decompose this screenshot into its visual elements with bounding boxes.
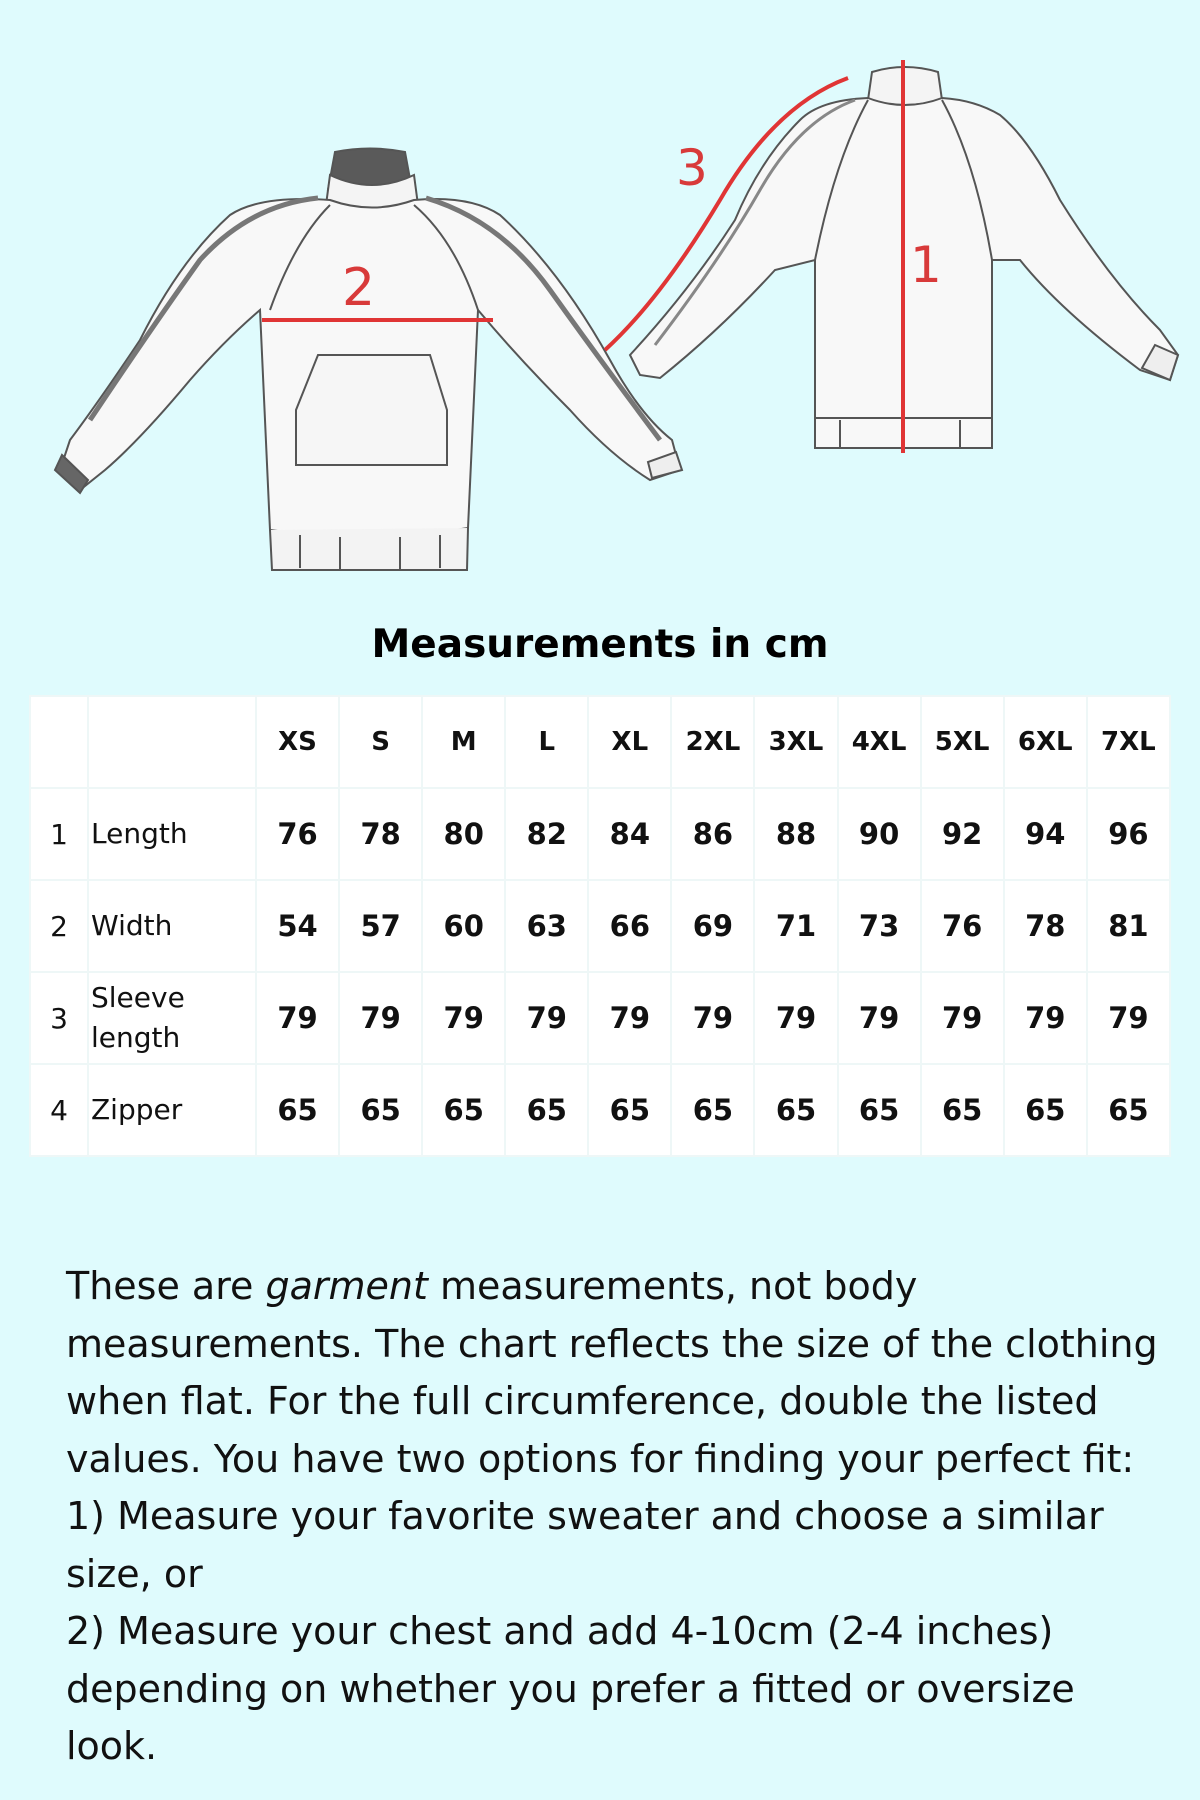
size-header: M <box>422 696 505 788</box>
note-option-2: 2) Measure your chest and add 4-10cm (2-4 inches) depending on whether you prefer a fitted or oversize look. <box>66 1609 1075 1768</box>
measurement-cell: 66 <box>588 880 671 972</box>
measurement-cell: 65 <box>422 1064 505 1156</box>
measurement-cell: 79 <box>422 972 505 1064</box>
measurement-cell: 79 <box>505 972 588 1064</box>
size-header: L <box>505 696 588 788</box>
measurement-cell: 76 <box>921 880 1004 972</box>
measurement-cell: 79 <box>754 972 837 1064</box>
measurement-cell: 92 <box>921 788 1004 880</box>
header-num-cell <box>30 696 88 788</box>
measurement-cell: 63 <box>505 880 588 972</box>
measurement-cell: 65 <box>671 1064 754 1156</box>
measurement-cell: 65 <box>588 1064 671 1156</box>
measurement-cell: 79 <box>1087 972 1170 1064</box>
measurement-cell: 79 <box>339 972 422 1064</box>
row-label: Zipper <box>88 1064 256 1156</box>
header-label-cell <box>88 696 256 788</box>
measurement-cell: 84 <box>588 788 671 880</box>
measurement-cell: 79 <box>921 972 1004 1064</box>
measurement-cell: 57 <box>339 880 422 972</box>
size-header: S <box>339 696 422 788</box>
measurement-cell: 88 <box>754 788 837 880</box>
measurement-cell: 60 <box>422 880 505 972</box>
row-number: 2 <box>30 880 88 972</box>
row-number: 1 <box>30 788 88 880</box>
measurement-cell: 76 <box>256 788 339 880</box>
size-header: 6XL <box>1004 696 1087 788</box>
row-label: Width <box>88 880 256 972</box>
row-label: Sleeve length <box>88 972 256 1064</box>
size-header: XL <box>588 696 671 788</box>
table-title: Measurements in cm <box>371 622 829 667</box>
front-sweater-drawing <box>55 149 682 571</box>
measurement-cell: 54 <box>256 880 339 972</box>
measurement-cell: 94 <box>1004 788 1087 880</box>
table-header-row <box>30 696 1170 788</box>
note-text: These are <box>66 1264 266 1308</box>
measurement-cell: 96 <box>1087 788 1170 880</box>
measurement-cell: 79 <box>1004 972 1087 1064</box>
length-measure-label: 1 <box>910 236 942 294</box>
note-paragraph <box>66 1258 1176 1488</box>
fit-note <box>66 1258 1176 1776</box>
measurement-cell: 78 <box>339 788 422 880</box>
measurement-cell: 65 <box>1004 1064 1087 1156</box>
measurement-cell: 78 <box>1004 880 1087 972</box>
measurement-cell: 79 <box>671 972 754 1064</box>
measurement-cell: 65 <box>921 1064 1004 1156</box>
measurement-cell: 65 <box>256 1064 339 1156</box>
measurement-cell: 65 <box>1087 1064 1170 1156</box>
measurement-cell: 79 <box>838 972 921 1064</box>
size-header: 2XL <box>671 696 754 788</box>
row-number: 3 <box>30 972 88 1064</box>
measurement-cell: 79 <box>256 972 339 1064</box>
measurement-cell: 81 <box>1087 880 1170 972</box>
size-header: 3XL <box>754 696 837 788</box>
size-table <box>29 695 1171 1157</box>
measurement-cell: 65 <box>838 1064 921 1156</box>
measurement-cell: 86 <box>671 788 754 880</box>
size-header: 4XL <box>838 696 921 788</box>
size-header: XS <box>256 696 339 788</box>
table-row <box>30 972 1170 1064</box>
measurement-cell: 82 <box>505 788 588 880</box>
width-measure-label: 2 <box>342 258 376 318</box>
note-emphasis: garment <box>265 1264 428 1308</box>
measurement-cell: 80 <box>422 788 505 880</box>
table-row <box>30 788 1170 880</box>
row-label: Length <box>88 788 256 880</box>
measurement-cell: 79 <box>588 972 671 1064</box>
measurement-cell: 90 <box>838 788 921 880</box>
size-header: 7XL <box>1087 696 1170 788</box>
measurement-cell: 73 <box>838 880 921 972</box>
measurement-cell: 65 <box>505 1064 588 1156</box>
measurement-cell: 65 <box>339 1064 422 1156</box>
table-row <box>30 1064 1170 1156</box>
measurement-cell: 69 <box>671 880 754 972</box>
garment-illustration <box>0 0 1200 600</box>
note-option-1: 1) Measure your favorite sweater and choose a similar size, or <box>66 1494 1104 1596</box>
measurement-cell: 71 <box>754 880 837 972</box>
table-row <box>30 880 1170 972</box>
row-number: 4 <box>30 1064 88 1156</box>
size-header: 5XL <box>921 696 1004 788</box>
note-text: measurements, not body measurements. The chart reflects the size of the clothing when flat. For the full circumference, double the listed values. You have two options for finding your perfect fit: <box>66 1264 1158 1481</box>
measurement-cell: 65 <box>754 1064 837 1156</box>
sleeve-measure-label: 3 <box>676 139 708 197</box>
